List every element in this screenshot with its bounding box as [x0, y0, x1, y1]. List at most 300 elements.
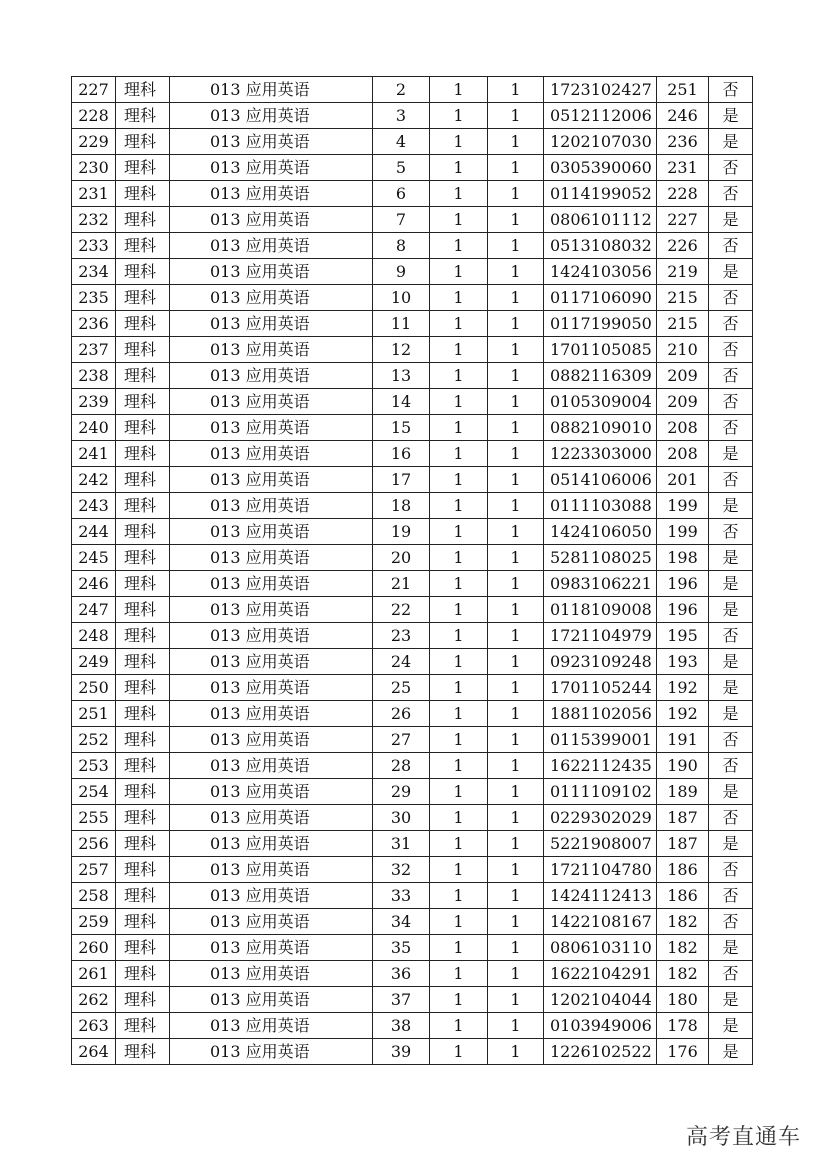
major-cell: 013 应用英语 — [170, 597, 373, 623]
count-a-cell: 1 — [430, 597, 488, 623]
count-a-cell: 1 — [430, 883, 488, 909]
category-cell: 理科 — [116, 987, 170, 1013]
major-cell: 013 应用英语 — [170, 155, 373, 181]
score-cell: 191 — [657, 727, 709, 753]
count-a-cell: 1 — [430, 935, 488, 961]
rank-cell: 27 — [373, 727, 430, 753]
rank-cell: 3 — [373, 103, 430, 129]
score-cell: 186 — [657, 883, 709, 909]
score-cell: 228 — [657, 181, 709, 207]
exam-id-cell: 0111109102 — [544, 779, 657, 805]
watermark-text: 高考直通车 — [685, 1125, 801, 1150]
flag-cell: 否 — [709, 363, 753, 389]
score-cell: 201 — [657, 467, 709, 493]
major-cell: 013 应用英语 — [170, 909, 373, 935]
major-cell: 013 应用英语 — [170, 285, 373, 311]
table-row — [72, 519, 753, 545]
score-cell: 236 — [657, 129, 709, 155]
count-b-cell: 1 — [488, 181, 544, 207]
row-index-cell: 243 — [72, 493, 116, 519]
table-row — [72, 649, 753, 675]
score-cell: 192 — [657, 701, 709, 727]
table-row — [72, 987, 753, 1013]
flag-cell: 否 — [709, 233, 753, 259]
exam-id-cell: 0882116309 — [544, 363, 657, 389]
exam-id-cell: 0882109010 — [544, 415, 657, 441]
score-cell: 208 — [657, 441, 709, 467]
row-index-cell: 250 — [72, 675, 116, 701]
table-row — [72, 571, 753, 597]
exam-id-cell: 0512112006 — [544, 103, 657, 129]
score-cell: 176 — [657, 1039, 709, 1065]
count-a-cell: 1 — [430, 467, 488, 493]
count-b-cell: 1 — [488, 233, 544, 259]
major-cell: 013 应用英语 — [170, 779, 373, 805]
flag-cell: 是 — [709, 103, 753, 129]
category-cell: 理科 — [116, 467, 170, 493]
category-cell: 理科 — [116, 545, 170, 571]
exam-id-cell: 1422108167 — [544, 909, 657, 935]
score-cell: 195 — [657, 623, 709, 649]
rank-cell: 19 — [373, 519, 430, 545]
flag-cell: 是 — [709, 597, 753, 623]
major-cell: 013 应用英语 — [170, 363, 373, 389]
table-row — [72, 233, 753, 259]
count-b-cell: 1 — [488, 857, 544, 883]
row-index-cell: 262 — [72, 987, 116, 1013]
exam-id-cell: 0111103088 — [544, 493, 657, 519]
exam-id-cell: 1223303000 — [544, 441, 657, 467]
score-cell: 196 — [657, 597, 709, 623]
category-cell: 理科 — [116, 155, 170, 181]
major-cell: 013 应用英语 — [170, 1039, 373, 1065]
score-cell: 189 — [657, 779, 709, 805]
rank-cell: 18 — [373, 493, 430, 519]
table-row — [72, 831, 753, 857]
table-row — [72, 155, 753, 181]
major-cell: 013 应用英语 — [170, 857, 373, 883]
flag-cell: 是 — [709, 1013, 753, 1039]
score-cell: 215 — [657, 311, 709, 337]
row-index-cell: 238 — [72, 363, 116, 389]
count-b-cell: 1 — [488, 207, 544, 233]
score-cell: 210 — [657, 337, 709, 363]
count-a-cell: 1 — [430, 155, 488, 181]
count-b-cell: 1 — [488, 909, 544, 935]
count-a-cell: 1 — [430, 415, 488, 441]
exam-id-cell: 0103949006 — [544, 1013, 657, 1039]
table-row — [72, 701, 753, 727]
table-row — [72, 207, 753, 233]
count-a-cell: 1 — [430, 987, 488, 1013]
count-a-cell: 1 — [430, 389, 488, 415]
category-cell: 理科 — [116, 753, 170, 779]
count-a-cell: 1 — [430, 441, 488, 467]
score-cell: 187 — [657, 831, 709, 857]
category-cell: 理科 — [116, 883, 170, 909]
row-index-cell: 259 — [72, 909, 116, 935]
count-b-cell: 1 — [488, 779, 544, 805]
table-row — [72, 805, 753, 831]
count-b-cell: 1 — [488, 493, 544, 519]
count-b-cell: 1 — [488, 727, 544, 753]
flag-cell: 是 — [709, 129, 753, 155]
category-cell: 理科 — [116, 675, 170, 701]
rank-cell: 15 — [373, 415, 430, 441]
exam-id-cell: 0806103110 — [544, 935, 657, 961]
rank-cell: 17 — [373, 467, 430, 493]
row-index-cell: 229 — [72, 129, 116, 155]
exam-id-cell: 1622112435 — [544, 753, 657, 779]
flag-cell: 是 — [709, 207, 753, 233]
exam-id-cell: 0513108032 — [544, 233, 657, 259]
score-cell: 199 — [657, 519, 709, 545]
category-cell: 理科 — [116, 181, 170, 207]
flag-cell: 是 — [709, 701, 753, 727]
count-a-cell: 1 — [430, 857, 488, 883]
count-a-cell: 1 — [430, 571, 488, 597]
count-b-cell: 1 — [488, 753, 544, 779]
rank-cell: 34 — [373, 909, 430, 935]
flag-cell: 是 — [709, 675, 753, 701]
category-cell: 理科 — [116, 337, 170, 363]
count-a-cell: 1 — [430, 233, 488, 259]
flag-cell: 是 — [709, 649, 753, 675]
category-cell: 理科 — [116, 285, 170, 311]
table-row — [72, 285, 753, 311]
flag-cell: 否 — [709, 857, 753, 883]
table-row — [72, 467, 753, 493]
category-cell: 理科 — [116, 779, 170, 805]
major-cell: 013 应用英语 — [170, 129, 373, 155]
exam-id-cell: 0923109248 — [544, 649, 657, 675]
major-cell: 013 应用英语 — [170, 311, 373, 337]
count-a-cell: 1 — [430, 701, 488, 727]
admission-table-body — [72, 77, 753, 1065]
count-a-cell: 1 — [430, 831, 488, 857]
admission-table — [71, 76, 753, 1065]
flag-cell: 否 — [709, 77, 753, 103]
rank-cell: 21 — [373, 571, 430, 597]
major-cell: 013 应用英语 — [170, 389, 373, 415]
row-index-cell: 249 — [72, 649, 116, 675]
row-index-cell: 241 — [72, 441, 116, 467]
row-index-cell: 257 — [72, 857, 116, 883]
rank-cell: 24 — [373, 649, 430, 675]
major-cell: 013 应用英语 — [170, 623, 373, 649]
count-b-cell: 1 — [488, 701, 544, 727]
rank-cell: 28 — [373, 753, 430, 779]
count-a-cell: 1 — [430, 519, 488, 545]
exam-id-cell: 0117199050 — [544, 311, 657, 337]
flag-cell: 否 — [709, 467, 753, 493]
count-b-cell: 1 — [488, 1039, 544, 1065]
flag-cell: 否 — [709, 285, 753, 311]
table-row — [72, 675, 753, 701]
count-b-cell: 1 — [488, 1013, 544, 1039]
count-a-cell: 1 — [430, 129, 488, 155]
exam-id-cell: 0514106006 — [544, 467, 657, 493]
category-cell: 理科 — [116, 233, 170, 259]
exam-id-cell: 0983106221 — [544, 571, 657, 597]
table-row — [72, 857, 753, 883]
count-a-cell: 1 — [430, 1013, 488, 1039]
score-cell: 193 — [657, 649, 709, 675]
score-cell: 192 — [657, 675, 709, 701]
row-index-cell: 251 — [72, 701, 116, 727]
rank-cell: 7 — [373, 207, 430, 233]
category-cell: 理科 — [116, 701, 170, 727]
rank-cell: 22 — [373, 597, 430, 623]
rank-cell: 10 — [373, 285, 430, 311]
exam-id-cell: 1424106050 — [544, 519, 657, 545]
count-b-cell: 1 — [488, 77, 544, 103]
flag-cell: 否 — [709, 181, 753, 207]
row-index-cell: 228 — [72, 103, 116, 129]
score-cell: 227 — [657, 207, 709, 233]
count-b-cell: 1 — [488, 571, 544, 597]
category-cell: 理科 — [116, 259, 170, 285]
major-cell: 013 应用英语 — [170, 545, 373, 571]
major-cell: 013 应用英语 — [170, 649, 373, 675]
exam-id-cell: 0118109008 — [544, 597, 657, 623]
score-cell: 219 — [657, 259, 709, 285]
flag-cell: 是 — [709, 831, 753, 857]
count-b-cell: 1 — [488, 259, 544, 285]
row-index-cell: 230 — [72, 155, 116, 181]
flag-cell: 是 — [709, 441, 753, 467]
rank-cell: 26 — [373, 701, 430, 727]
count-b-cell: 1 — [488, 467, 544, 493]
category-cell: 理科 — [116, 805, 170, 831]
score-cell: 215 — [657, 285, 709, 311]
row-index-cell: 256 — [72, 831, 116, 857]
table-row — [72, 545, 753, 571]
category-cell: 理科 — [116, 961, 170, 987]
major-cell: 013 应用英语 — [170, 207, 373, 233]
exam-id-cell: 1701105244 — [544, 675, 657, 701]
score-cell: 182 — [657, 935, 709, 961]
exam-id-cell: 1622104291 — [544, 961, 657, 987]
count-a-cell: 1 — [430, 675, 488, 701]
rank-cell: 37 — [373, 987, 430, 1013]
count-b-cell: 1 — [488, 675, 544, 701]
count-b-cell: 1 — [488, 441, 544, 467]
table-row — [72, 441, 753, 467]
exam-id-cell: 1723102427 — [544, 77, 657, 103]
count-a-cell: 1 — [430, 285, 488, 311]
count-a-cell: 1 — [430, 77, 488, 103]
category-cell: 理科 — [116, 935, 170, 961]
row-index-cell: 258 — [72, 883, 116, 909]
flag-cell: 是 — [709, 987, 753, 1013]
rank-cell: 29 — [373, 779, 430, 805]
row-index-cell: 260 — [72, 935, 116, 961]
count-b-cell: 1 — [488, 103, 544, 129]
category-cell: 理科 — [116, 623, 170, 649]
category-cell: 理科 — [116, 1039, 170, 1065]
major-cell: 013 应用英语 — [170, 1013, 373, 1039]
row-index-cell: 248 — [72, 623, 116, 649]
table-row — [72, 935, 753, 961]
major-cell: 013 应用英语 — [170, 337, 373, 363]
table-row — [72, 389, 753, 415]
score-cell: 190 — [657, 753, 709, 779]
row-index-cell: 261 — [72, 961, 116, 987]
exam-id-cell: 1202104044 — [544, 987, 657, 1013]
row-index-cell: 239 — [72, 389, 116, 415]
row-index-cell: 264 — [72, 1039, 116, 1065]
row-index-cell: 235 — [72, 285, 116, 311]
table-row — [72, 129, 753, 155]
category-cell: 理科 — [116, 857, 170, 883]
category-cell: 理科 — [116, 1013, 170, 1039]
table-row — [72, 1013, 753, 1039]
flag-cell: 否 — [709, 883, 753, 909]
rank-cell: 5 — [373, 155, 430, 181]
table-row — [72, 103, 753, 129]
score-cell: 209 — [657, 389, 709, 415]
category-cell: 理科 — [116, 493, 170, 519]
flag-cell: 否 — [709, 623, 753, 649]
count-b-cell: 1 — [488, 623, 544, 649]
category-cell: 理科 — [116, 389, 170, 415]
count-a-cell: 1 — [430, 103, 488, 129]
score-cell: 178 — [657, 1013, 709, 1039]
count-a-cell: 1 — [430, 493, 488, 519]
flag-cell: 是 — [709, 1039, 753, 1065]
count-b-cell: 1 — [488, 415, 544, 441]
major-cell: 013 应用英语 — [170, 259, 373, 285]
major-cell: 013 应用英语 — [170, 831, 373, 857]
count-a-cell: 1 — [430, 1039, 488, 1065]
major-cell: 013 应用英语 — [170, 233, 373, 259]
rank-cell: 32 — [373, 857, 430, 883]
score-cell: 199 — [657, 493, 709, 519]
major-cell: 013 应用英语 — [170, 77, 373, 103]
flag-cell: 否 — [709, 337, 753, 363]
count-a-cell: 1 — [430, 207, 488, 233]
flag-cell: 否 — [709, 909, 753, 935]
major-cell: 013 应用英语 — [170, 883, 373, 909]
count-b-cell: 1 — [488, 831, 544, 857]
table-row — [72, 363, 753, 389]
count-b-cell: 1 — [488, 311, 544, 337]
exam-id-cell: 0117106090 — [544, 285, 657, 311]
count-b-cell: 1 — [488, 649, 544, 675]
major-cell: 013 应用英语 — [170, 571, 373, 597]
major-cell: 013 应用英语 — [170, 727, 373, 753]
rank-cell: 13 — [373, 363, 430, 389]
rank-cell: 12 — [373, 337, 430, 363]
category-cell: 理科 — [116, 597, 170, 623]
count-a-cell: 1 — [430, 753, 488, 779]
count-a-cell: 1 — [430, 961, 488, 987]
category-cell: 理科 — [116, 441, 170, 467]
flag-cell: 否 — [709, 727, 753, 753]
exam-id-cell: 0115399001 — [544, 727, 657, 753]
score-cell: 208 — [657, 415, 709, 441]
category-cell: 理科 — [116, 727, 170, 753]
category-cell: 理科 — [116, 103, 170, 129]
count-a-cell: 1 — [430, 363, 488, 389]
flag-cell: 是 — [709, 779, 753, 805]
exam-id-cell: 1424103056 — [544, 259, 657, 285]
major-cell: 013 应用英语 — [170, 467, 373, 493]
row-index-cell: 237 — [72, 337, 116, 363]
score-cell: 182 — [657, 961, 709, 987]
rank-cell: 30 — [373, 805, 430, 831]
flag-cell: 否 — [709, 753, 753, 779]
category-cell: 理科 — [116, 831, 170, 857]
score-cell: 182 — [657, 909, 709, 935]
major-cell: 013 应用英语 — [170, 805, 373, 831]
flag-cell: 是 — [709, 545, 753, 571]
category-cell: 理科 — [116, 207, 170, 233]
row-index-cell: 253 — [72, 753, 116, 779]
count-b-cell: 1 — [488, 519, 544, 545]
flag-cell: 否 — [709, 805, 753, 831]
rank-cell: 36 — [373, 961, 430, 987]
score-cell: 231 — [657, 155, 709, 181]
row-index-cell: 232 — [72, 207, 116, 233]
category-cell: 理科 — [116, 77, 170, 103]
table-row — [72, 337, 753, 363]
major-cell: 013 应用英语 — [170, 441, 373, 467]
table-row — [72, 493, 753, 519]
count-b-cell: 1 — [488, 389, 544, 415]
score-cell: 198 — [657, 545, 709, 571]
exam-id-cell: 1226102522 — [544, 1039, 657, 1065]
count-a-cell: 1 — [430, 779, 488, 805]
rank-cell: 33 — [373, 883, 430, 909]
exam-id-cell: 0114199052 — [544, 181, 657, 207]
major-cell: 013 应用英语 — [170, 415, 373, 441]
row-index-cell: 244 — [72, 519, 116, 545]
flag-cell: 是 — [709, 935, 753, 961]
count-a-cell: 1 — [430, 337, 488, 363]
row-index-cell: 245 — [72, 545, 116, 571]
count-a-cell: 1 — [430, 805, 488, 831]
table-row — [72, 779, 753, 805]
score-cell: 246 — [657, 103, 709, 129]
count-a-cell: 1 — [430, 727, 488, 753]
major-cell: 013 应用英语 — [170, 987, 373, 1013]
score-cell: 196 — [657, 571, 709, 597]
major-cell: 013 应用英语 — [170, 675, 373, 701]
table-row — [72, 883, 753, 909]
table-row — [72, 181, 753, 207]
exam-id-cell: 0229302029 — [544, 805, 657, 831]
rank-cell: 14 — [373, 389, 430, 415]
flag-cell: 是 — [709, 493, 753, 519]
row-index-cell: 252 — [72, 727, 116, 753]
rank-cell: 23 — [373, 623, 430, 649]
row-index-cell: 240 — [72, 415, 116, 441]
flag-cell: 否 — [709, 961, 753, 987]
table-row — [72, 623, 753, 649]
count-a-cell: 1 — [430, 311, 488, 337]
count-b-cell: 1 — [488, 597, 544, 623]
flag-cell: 是 — [709, 259, 753, 285]
row-index-cell: 247 — [72, 597, 116, 623]
rank-cell: 8 — [373, 233, 430, 259]
score-cell: 180 — [657, 987, 709, 1013]
major-cell: 013 应用英语 — [170, 519, 373, 545]
rank-cell: 20 — [373, 545, 430, 571]
count-a-cell: 1 — [430, 623, 488, 649]
rank-cell: 16 — [373, 441, 430, 467]
